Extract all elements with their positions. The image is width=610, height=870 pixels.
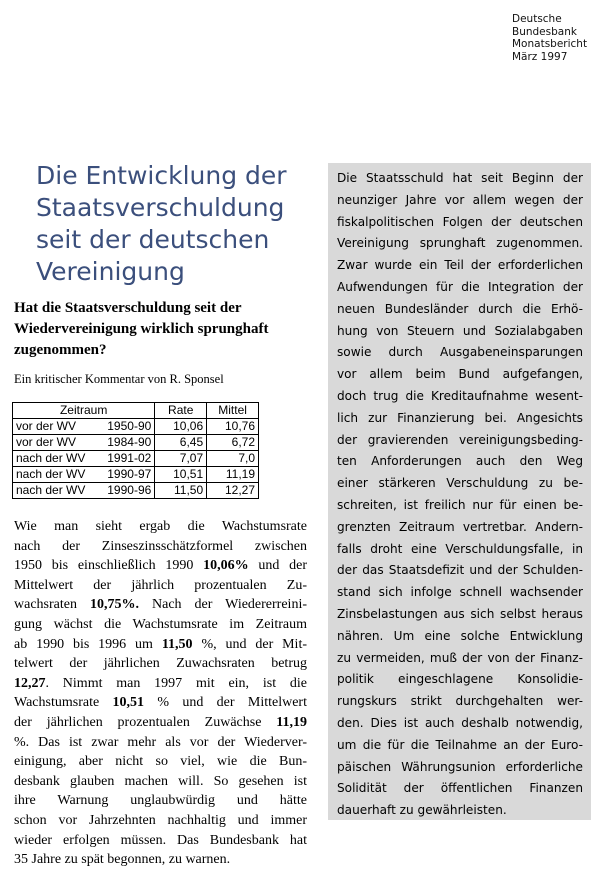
- sidebar-line: vor allem beim Bund aufgefangen,: [337, 367, 583, 382]
- body-segment: wieder erfolgen müssen. Das Bundesbank hat: [14, 832, 307, 848]
- rate-cell: 6,45: [155, 435, 207, 451]
- period-cell: [13, 483, 155, 499]
- title-line: Vereinigung: [36, 257, 185, 286]
- body-segment: Nach der Wiedererreini-: [138, 597, 307, 613]
- sidebar-line: politik eingeschlagene Konsolidie-: [337, 672, 583, 687]
- period-years: 1990-97: [107, 467, 152, 481]
- masthead-line: Monatsbericht: [512, 38, 588, 50]
- sidebar-line: einer stärkeren Verschuldung zu be-: [337, 476, 583, 491]
- sidebar-line: nähren. Um eine solche Entwicklung: [337, 628, 583, 643]
- question-line: zugenommen?: [14, 342, 107, 358]
- period-label: nach der WV: [16, 451, 86, 465]
- sidebar-line: stand sich infolge schnell wachsender: [337, 585, 583, 600]
- rate-cell: 11,50: [155, 483, 207, 499]
- body-line: [14, 831, 307, 851]
- question-line: Hat die Staatsverschuldung seit der: [14, 300, 242, 316]
- body-line: [14, 576, 307, 596]
- body-segment: und der: [248, 558, 307, 574]
- sidebar-line: schreiten, ist freilich nur für einen be-: [337, 497, 583, 512]
- body-line: [14, 674, 307, 694]
- masthead-line: Deutsche: [512, 13, 562, 25]
- sidebar-line: den. Dies ist auch deshalb notwendig,: [337, 715, 583, 730]
- sidebar-quote-text: [337, 168, 583, 822]
- sidebar-line: doch trug die Kreditaufnahme wesent-: [337, 388, 583, 403]
- table-header-row: [13, 403, 259, 419]
- body-line: [14, 654, 307, 674]
- body-line: [14, 713, 307, 733]
- body-segment: nach der Zinseszinsschätzformel zwischen: [14, 538, 307, 554]
- mean-cell: 12,27: [207, 483, 259, 499]
- title-line: Die Entwicklung der: [36, 161, 287, 190]
- period-label: vor der WV: [16, 419, 77, 433]
- body-segment: telwert der jährlichen Zuwachsraten betrug: [14, 656, 307, 672]
- sidebar-line: grenzten Zeitraum vertretbar. Andern-: [337, 519, 583, 534]
- emphasized-value: 12,27: [14, 675, 46, 691]
- body-line: [14, 752, 307, 772]
- sidebar-line: Aufwendungen für die Integration der: [337, 279, 583, 294]
- sidebar-line: rungskurs strikt durchgehalten wer-: [337, 694, 583, 709]
- mean-cell: 11,19: [207, 467, 259, 483]
- masthead: [512, 13, 587, 63]
- sidebar-line: Zwar wurde ein Teil der erforderlichen: [337, 258, 583, 273]
- period-cell: [13, 451, 155, 467]
- period-label: nach der WV: [16, 483, 86, 497]
- body-segment: . Nimmt man 1997 mit ein, ist die: [45, 675, 307, 691]
- body-segment: wachsraten: [14, 597, 90, 613]
- emphasized-value: 10,51: [112, 695, 145, 711]
- body-line: [14, 537, 307, 557]
- body-line: [14, 635, 307, 655]
- period-label: nach der WV: [16, 467, 86, 481]
- title-line: Staatsverschuldung: [36, 193, 285, 222]
- body-segment: schon vor Jahrzehnten nachhaltig und immer: [14, 812, 307, 828]
- period-label: vor der WV: [16, 435, 77, 449]
- body-segment: 35 Jahre zu spät begonnen, zu warnen.: [14, 852, 231, 868]
- body-text: [14, 517, 307, 870]
- byline: Ein kritischer Kommentar von R. Sponsel: [14, 372, 224, 386]
- question-line: Wiedervereinigung wirklich sprunghaft: [14, 321, 269, 337]
- body-segment: Mittelwert der jährlich prozentualen Zu-: [14, 577, 307, 593]
- mean-cell: 6,72: [207, 435, 259, 451]
- body-segment: gung wächst die Wachstumsrate im Zeitraum: [14, 616, 307, 632]
- period-years: 1984-90: [107, 435, 152, 449]
- sidebar-line: falls droht eine Verschuldungsfalle, in: [337, 541, 583, 556]
- body-line: [14, 595, 307, 615]
- body-segment: ab 1990 bis 1996 um: [14, 636, 162, 652]
- body-line: [14, 615, 307, 635]
- quote-sidebar: [328, 163, 591, 820]
- sidebar-line: hung von Steuern und Sozialabgaben: [337, 323, 583, 338]
- emphasized-value: 11,19: [276, 714, 307, 730]
- emphasized-value: 10,06%: [203, 558, 249, 574]
- period-years: 1950-90: [107, 419, 152, 433]
- rate-cell: 7,07: [155, 451, 207, 467]
- body-segment: %. Das ist zwar mehr als vor der Wiederver-: [14, 734, 307, 750]
- period-years: 1991-02: [107, 451, 152, 465]
- body-line: [14, 772, 307, 792]
- body-segment: Wachstumsrate: [14, 695, 113, 711]
- column-header-rate: Rate: [155, 403, 207, 419]
- sidebar-line: päischen Währungsunion erforderliche: [337, 759, 583, 774]
- sidebar-line: dauerhaft zu gewährleisten.: [337, 803, 507, 818]
- period-cell: [13, 467, 155, 483]
- body-line: [14, 850, 307, 870]
- sidebar-line: Solidität der öffentlichen Finanzen: [337, 781, 583, 796]
- column-header-period: Zeitraum: [13, 403, 155, 419]
- sidebar-line: sowie durch Ausgabeneinsparungen: [337, 345, 583, 360]
- period-years: 1990-96: [107, 483, 152, 497]
- masthead-line: Bundesbank: [512, 25, 577, 38]
- sidebar-line: der das Staatsdefizit und der Schulden-: [337, 563, 583, 578]
- question-heading: [14, 298, 314, 361]
- sidebar-line: lich zur Finanzierung bei. Angesichts: [337, 410, 583, 425]
- body-segment: % und der Mittelwert: [144, 695, 307, 711]
- body-line: [14, 556, 307, 576]
- mean-cell: 7,0: [207, 451, 259, 467]
- sidebar-line: Die Staatsschuld hat seit Beginn der: [337, 171, 583, 185]
- title-line: seit der deutschen: [36, 225, 270, 254]
- sidebar-line: um die für die Teilnahme an der Euro-: [337, 737, 583, 752]
- sidebar-line: Zinsbelastungen aus sich selbst heraus: [337, 606, 583, 621]
- body-segment: einigung, aber nicht so viel, wie die Bun-: [14, 754, 307, 770]
- body-segment: der jährlichen prozentualen Zuwächse: [14, 714, 277, 730]
- body-segment: %, und der Mit-: [192, 636, 307, 652]
- table-row: [13, 467, 259, 483]
- masthead-line: März 1997: [512, 50, 568, 63]
- body-line: [14, 733, 307, 753]
- emphasized-value: 10,75%.: [89, 597, 139, 613]
- growth-rate-table: [12, 402, 259, 499]
- sidebar-line: fiskalpolitischen Folgen der deutschen: [337, 214, 583, 229]
- body-segment: Wie man sieht ergab die Wachstumsrate: [14, 519, 307, 534]
- table-row: [13, 419, 259, 435]
- mean-cell: 10,76: [207, 419, 259, 435]
- sidebar-line: ten Anforderungen auch den Weg: [337, 454, 583, 469]
- sidebar-line: der gravierenden vereinigungsbeding-: [337, 432, 583, 447]
- sidebar-line: neuen Bundesländer durch die Erhö-: [337, 301, 583, 316]
- body-line: [14, 791, 307, 811]
- body-segment: 1950 bis einschließlich 1990: [14, 558, 204, 574]
- page-title: [36, 160, 321, 288]
- body-line: [14, 811, 307, 831]
- emphasized-value: 11,50: [161, 636, 193, 652]
- body-segment: desbank glauben machen will. So gesehen ist: [14, 773, 307, 789]
- sidebar-line: neunziger Jahre vor allem wegen der: [337, 192, 583, 207]
- body-line: [14, 517, 307, 537]
- period-cell: [13, 419, 155, 435]
- period-cell: [13, 435, 155, 451]
- body-segment: ihre Warnung unglaubwürdig und hätte: [14, 793, 307, 809]
- table-row: [13, 435, 259, 451]
- column-header-mean: Mittel: [207, 403, 259, 419]
- sidebar-line: zu vermeiden, muß der von der Finanz-: [337, 650, 583, 665]
- sidebar-line: Vereinigung sprunghaft zugenommen.: [337, 236, 583, 251]
- body-line: [14, 693, 307, 713]
- rate-cell: 10,51: [155, 467, 207, 483]
- table-row: [13, 451, 259, 467]
- rate-cell: 10,06: [155, 419, 207, 435]
- table-row: [13, 483, 259, 499]
